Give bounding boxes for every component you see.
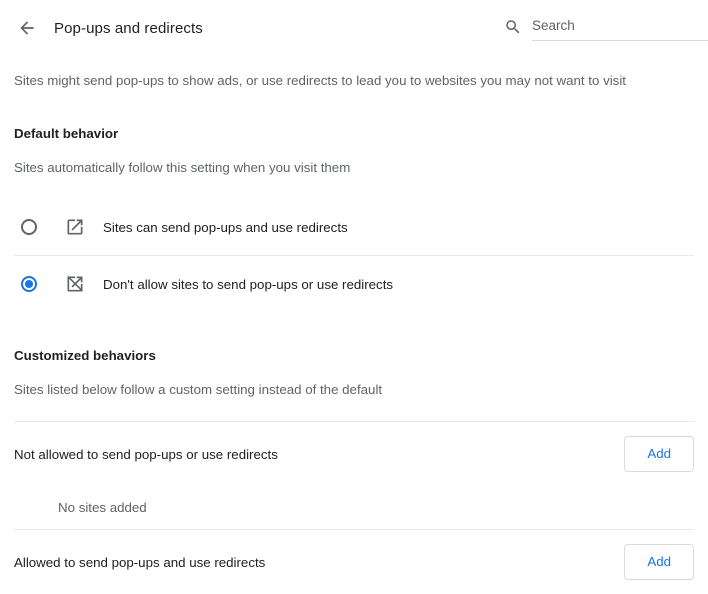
blocked-sites-label: Not allowed to send pop-ups or use redirects <box>14 446 278 462</box>
back-button[interactable] <box>14 15 40 41</box>
arrow-left-icon <box>17 18 37 38</box>
search-input[interactable] <box>532 14 708 41</box>
customized-behaviors-title: Customized behaviors <box>14 348 156 363</box>
add-allowed-site-button[interactable]: Add <box>624 544 694 580</box>
default-behavior-title: Default behavior <box>14 126 119 141</box>
radio-label-block-popups: Don't allow sites to send pop-ups or use redirects <box>103 276 394 292</box>
blocked-sites-empty-text: No sites added <box>58 500 147 515</box>
settings-content <box>0 72 708 594</box>
blocked-sites-row <box>14 421 694 486</box>
page-title: Pop-ups and redirects <box>54 19 203 37</box>
search-icon <box>504 18 522 36</box>
radio-row-block-popups[interactable] <box>14 255 694 312</box>
radio-row-allow-popups[interactable] <box>14 199 694 255</box>
allowed-sites-label: Allowed to send pop-ups and use redirects <box>14 554 266 570</box>
radio-button-allow-popups[interactable] <box>21 219 37 235</box>
radio-label-allow-popups: Sites can send pop-ups and use redirects <box>103 219 348 235</box>
intro-text: Sites might send pop-ups to show ads, or use redirects to lead you to websites you may not want to visit <box>14 73 626 88</box>
customized-behaviors-subtitle: Sites listed below follow a custom setting instead of the default <box>14 382 383 397</box>
radio-button-block-popups[interactable] <box>21 276 37 292</box>
default-behavior-subtitle: Sites automatically follow this setting when you visit them <box>14 160 351 175</box>
open-in-new-icon <box>65 217 85 237</box>
default-behavior-radio-group <box>14 199 694 312</box>
open-in-new-off-icon <box>65 274 85 294</box>
allowed-sites-row <box>14 529 694 594</box>
page-header <box>0 0 708 44</box>
search-box[interactable] <box>504 14 694 43</box>
add-blocked-site-button[interactable]: Add <box>624 436 694 472</box>
